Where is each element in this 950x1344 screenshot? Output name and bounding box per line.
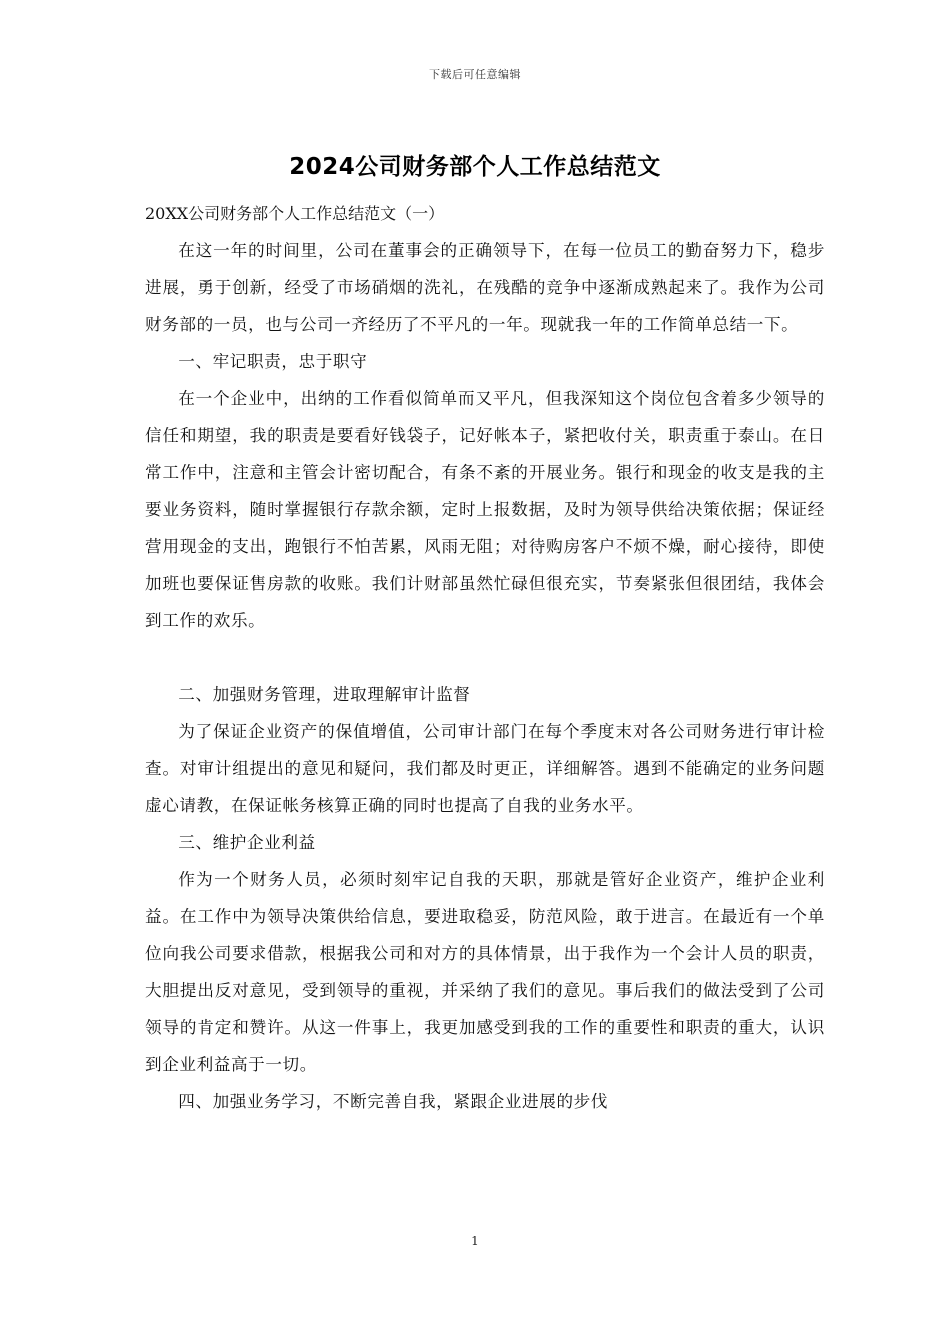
section-heading-3: 三、维护企业利益	[178, 833, 316, 852]
document-body	[145, 195, 825, 1120]
section-heading-2: 二、加强财务管理，进取理解审计监督	[178, 685, 471, 704]
section-heading-1: 一、牢记职责，忠于职守	[178, 352, 368, 371]
blank-line	[145, 639, 825, 676]
intro-paragraph: 在这一年的时间里，公司在董事会的正确领导下，在每一位员工的勤奋努力下，稳步进展，勇于创新，经受了市场硝烟的洗礼，在残酷的竞争中逐渐成熟起来了。我作为公司财务部的一员，也与公司一齐经历了不平凡的一年。现就我一年的工作简单总结一下。	[145, 241, 825, 334]
section-paragraph-1: 在一个企业中，出纳的工作看似简单而又平凡，但我深知这个岗位包含着多少领导的信任和期望，我的职责是要看好钱袋子，记好帐本子，紧把收付关，职责重于泰山。在日常工作中，注意和主管会计密切配合，有条不紊的开展业务。银行和现金的收支是我的主要业务资料，随时掌握银行存款余额，定时上报数据，及时为领导供给决策依据；保证经营用现金的支出，跑银行不怕苦累，风雨无阻；对待购房客户不烦不燥，耐心接待，即使加班也要保证售房款的收账。我们计财部虽然忙碌但很充实，节奏紧张但很团结，我体会到工作的欢乐。	[145, 389, 825, 630]
section-paragraph-3: 作为一个财务人员，必须时刻牢记自我的天职，那就是管好企业资产，维护企业利益。在工作中为领导决策供给信息，要进取稳妥，防范风险，敢于进言。在最近有一个单位向我公司要求借款，根据我公司和对方的具体情景，出于我作为一个会计人员的职责，大胆提出反对意见，受到领导的重视，并采纳了我们的意见。事后我们的做法受到了公司领导的肯定和赞许。从这一件事上，我更加感受到我的工作的重要性和职责的重大，认识到企业利益高于一切。	[145, 870, 825, 1074]
section-paragraph-2: 为了保证企业资产的保值增值，公司审计部门在每个季度末对各公司财务进行审计检查。对审计组提出的意见和疑问，我们都及时更正，详细解答。遇到不能确定的业务问题虚心请教，在保证帐务核算正确的同时也提高了自我的业务水平。	[145, 722, 825, 815]
page-number: 1	[471, 1234, 479, 1248]
header-note: 下载后可任意编辑	[429, 68, 521, 81]
document-subtitle: 20XX公司财务部个人工作总结范文（一）	[145, 204, 445, 223]
document-title: 2024公司财务部个人工作总结范文	[289, 154, 661, 180]
section-heading-4: 四、加强业务学习，不断完善自我，紧跟企业进展的步伐	[178, 1092, 609, 1111]
